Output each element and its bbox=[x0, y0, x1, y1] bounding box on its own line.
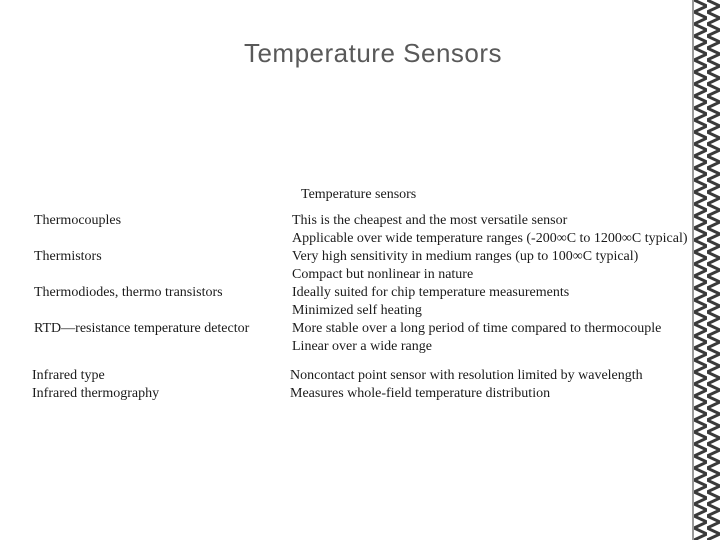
sensor-description-cell: Compact but nonlinear in nature bbox=[292, 267, 474, 282]
sensor-type-cell: Infrared type bbox=[32, 368, 105, 383]
sensor-description-cell: Ideally suited for chip temperature measurements bbox=[292, 285, 570, 300]
sensor-type-cell: Thermistors bbox=[34, 249, 102, 264]
sensor-type-cell: Infrared thermography bbox=[32, 386, 160, 401]
diagonal-chevron-pattern-icon bbox=[694, 0, 720, 540]
sensor-description-cell: Measures whole-field temperature distribution bbox=[290, 386, 551, 401]
sensor-description-cell: Noncontact point sensor with resolution limited by wavelength bbox=[290, 368, 643, 383]
sensor-type-cell: Thermocouples bbox=[34, 213, 122, 228]
sensor-type-cell: Thermodiodes, thermo transistors bbox=[34, 285, 223, 300]
sensor-description-cell: Linear over a wide range bbox=[292, 339, 432, 354]
sensor-description-cell: This is the cheapest and the most versatile sensor bbox=[292, 213, 568, 228]
sensor-description-cell: Applicable over wide temperature ranges (-200∞C to 1200∞C typical) bbox=[292, 231, 688, 246]
slide-title: Temperature Sensors bbox=[243, 38, 503, 68]
sensor-description-cell: Minimized self heating bbox=[292, 303, 422, 318]
sensor-type-cell: RTD—resistance temperature detector bbox=[34, 321, 250, 336]
sensor-description-cell: More stable over a long period of time compared to thermocouple bbox=[292, 321, 662, 336]
sensor-description-cell: Very high sensitivity in medium ranges (up to 100∞C typical) bbox=[292, 249, 639, 264]
table-heading: Temperature sensors bbox=[301, 187, 417, 202]
